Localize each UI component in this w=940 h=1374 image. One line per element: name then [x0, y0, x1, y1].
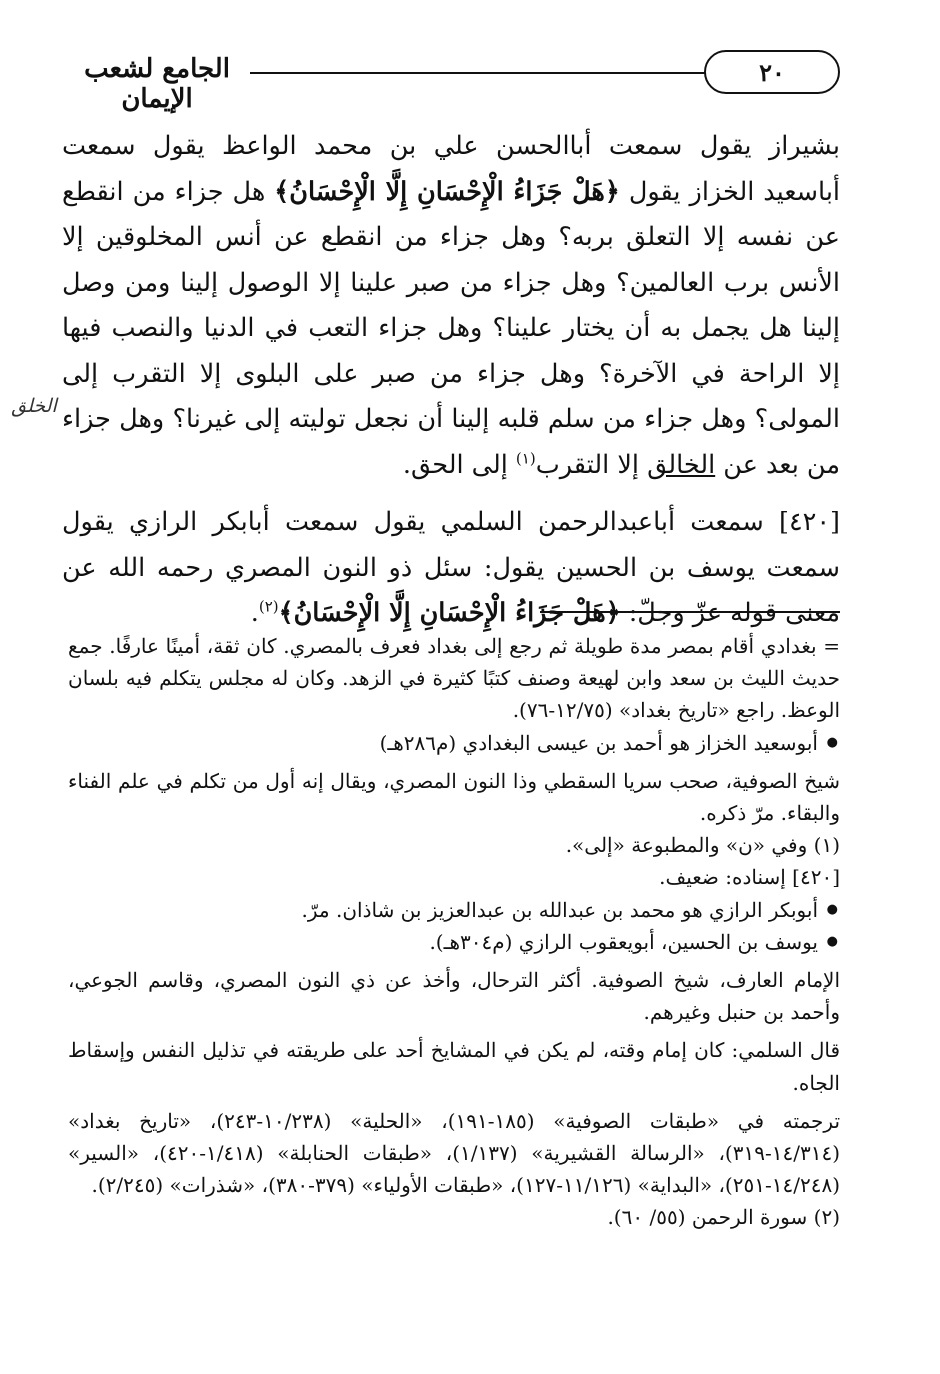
- footnote-ref-2[interactable]: (٢): [258, 597, 279, 616]
- para1-tail: إلا التقرب: [535, 449, 648, 480]
- footnote-ref-1[interactable]: (١): [515, 449, 536, 467]
- footnote-bullet-item: ● يوسف بن الحسين، أبويعقوب الرازي (م٣٠٤هـ).: [68, 926, 840, 958]
- footnote-bullet-item: ● أبوسعيد الخزاز هو أحمد بن عيسى البغدادي (م٢٨٦هـ): [68, 727, 840, 759]
- running-title: الجامع لشعب الإيمان: [84, 54, 230, 114]
- para1-end: إلى الحق.: [402, 449, 516, 480]
- main-text: [62, 124, 840, 637]
- para1-line1: بشيراز يقول سمعت أباالحسن علي بن محمد الواعظ يقول سمعت أباسعيد الخزاز يقول: [62, 131, 840, 207]
- paragraph-2: [62, 500, 840, 637]
- para2-end: .: [250, 598, 259, 628]
- para2-body: [٤٢٠] سمعت أباعبدالرحمن السلمي يقول سمعت أبابكر الرازي يقول سمعت يوسف بن الحسين يقول: سئل ذو النون المصري رحمه الله عن معنى قوله عزّ وجلّ:: [62, 507, 840, 628]
- header-rule: [250, 72, 780, 74]
- underlined-word: الخالق: [647, 449, 716, 480]
- footnote-text: قال السلمي: كان إمام وقته، لم يكن في المشايخ أحد على طريقته في تذليل النفس وإسقاط الجاه.: [68, 1038, 840, 1095]
- page-number: ٢٠: [704, 50, 840, 94]
- footnote-text: شيخ الصوفية، صحب سريا السقطي وذا النون المصري، ويقال إنه أول من تكلم في علم الفناء والبقاء. مرّ ذكره.: [68, 768, 840, 826]
- footnote-420-heading: [٤٢٠] إسناده: ضعيف.: [659, 865, 840, 890]
- footnote-text: الإمام العارف، شيخ الصوفية. أكثر الترحال، وأخذ عن ذي النون المصري، وقاسم الجوعي، وأحمد بن حنبل وغيرهم.: [68, 968, 840, 1025]
- quran-verse-1: ﴿هَلْ جَزَاءُ الْإِحْسَانِ إِلَّا الْإِحْسَانُ﴾: [274, 176, 620, 207]
- footnote-references: ترجمته في «طبقات الصوفية» (١٨٥-١٩١)، «الحلية» (١٠/٢٣٨-٢٤٣)، «تاريخ بغداد» (١٤/٣١٤-٣١٩)، «الرسالة القشيرية» (١/١٣٧)، «طبقات الحنابلة» (١/٤١٨-٤٢٠)، «السير» (١٤/٢٤٨-٢٥١)، «البداية» (١١/١٢٦-١٢٧)، «طبقات الأولياء» (٣٧٩-٣٨٠)، «شذرات» (٢/٢٤٥).: [68, 1108, 841, 1198]
- margin-handwritten-note: الخلق: [11, 395, 57, 417]
- footnotes: [68, 630, 840, 1234]
- footnote-bullet-item: ● أبوبكر الرازي هو محمد بن عبدالله بن عبدالعزيز بن شاذان. مرّ.: [68, 894, 840, 926]
- footnote-continuation: = بغدادي أقام بمصر مدة طويلة ثم رجع إلى بغداد فعرف بالمصري. كان ثقة، أمينًا عارفًا. جمع حديث الليث بن سعد وابن لهيعة وصنف كتبًا كثيرة في الزهد. وكان له مجلس يتكلم فيه بلسان الوعظ. راجع «تاريخ بغداد» (١٢/٧٥-٧٦).: [68, 634, 840, 723]
- quran-verse-2: ﴿هَلْ جَزَاءُ الْإِحْسَانِ إِلَّا الْإِحْسَانُ﴾: [278, 598, 621, 628]
- para1-body: هل جزاء من انقطع عن نفسه إلا التعلق بربه؟ وهل جزاء من انقطع عن أنس المخلوقين إلا الأنس برب العالمين؟ وهل جزاء من صبر علينا إلا الوصول إلينا ومن وصل إلينا هل يجمل به أن يختار علينا؟ وهل جزاء التعب في الدنيا والنصب فيها إلا الراحة في الآخرة؟ وهل جزاء من صبر على البلوى إلا التقرب إلى المولى؟ وهل جزاء من سلم قلبه إلينا أن نجعل توليته إلى غيرنا؟ وهل جزاء من بعد عن: [62, 176, 840, 480]
- footnote-1: (١) وفي «ن» والمطبوعة «إلى».: [565, 833, 840, 858]
- paragraph-1: [62, 124, 840, 488]
- footnote-separator: [540, 611, 840, 613]
- footnote-2: (٢) سورة الرحمن (٥٥/ ٦٠).: [607, 1205, 840, 1230]
